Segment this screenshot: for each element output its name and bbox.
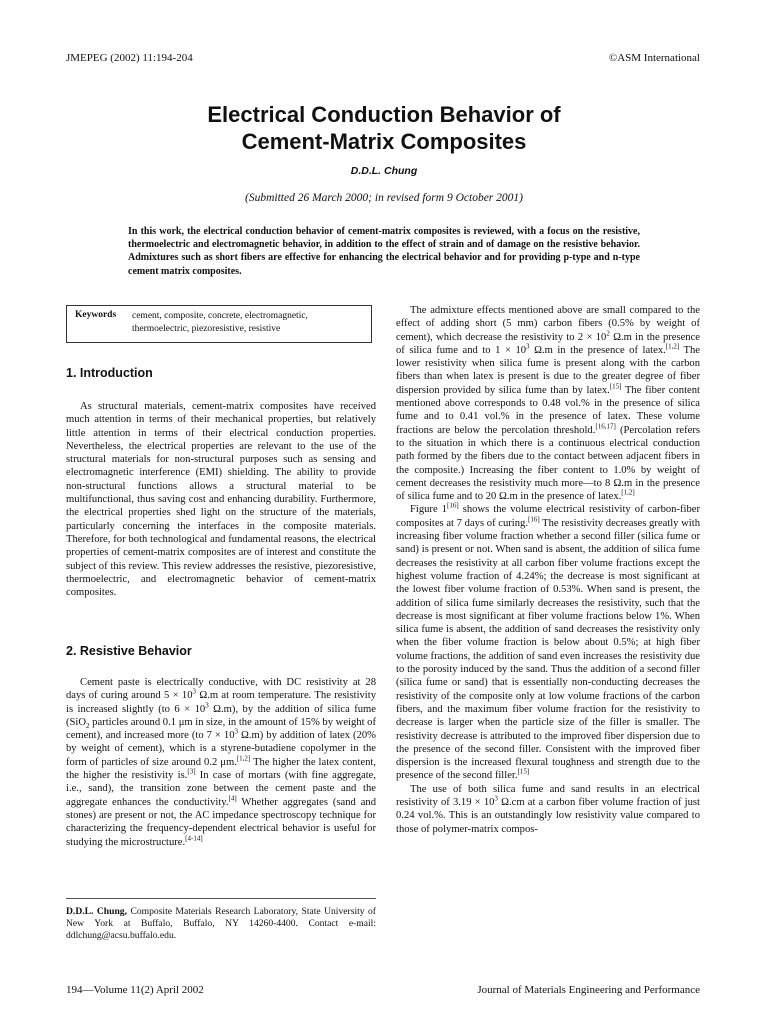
citation: [15] bbox=[609, 382, 622, 391]
keywords-text: cement, composite, concrete, electromagnetic, thermoelectric, piezoresistive, resistive bbox=[132, 311, 308, 334]
journal-reference: JMEPEG (2002) 11:194-204 bbox=[66, 52, 193, 64]
resistive-paragraph: Cement paste is electrically conductive, with DC resistivity at 28 days of curing around $5 \times 10^3$ Ω.m at room temperature. The resistivity is increased slightly (to $6 \times 10^3$ Ω.m), by the addition of silica fume (SiO$_2$ particles around 0.1 μm in size, in the amount of 15% by weight of cement), and increased more (to $7 \times 10^3$ Ω.m) by addition of latex (20% by weight of cement), which is a styrene-butadiene copolymer in the form of particles of size around 0.2 μm.[1,2] The higher the latex content, the higher the resistivity is.[3] In case of mortars (with fine aggregate, i.e., sand), the transition zone between the cement paste and the aggregate enhances the conductivity.[4] Whether aggregates (sand and stones) are present or not, the AC impedance spectroscopy technique for characterizing the frequency-dependent electrical behavior is useful for studying the microstructure.[4-14] bbox=[66, 677, 377, 848]
resistive-behavior-text bbox=[66, 676, 376, 849]
citation: [16] bbox=[528, 515, 540, 524]
paragraph-fiber-admixture: The admixture effects mentioned above are small compared to the effect of adding short (5 mm) carbon fibers (0.5% by weight of cement), which decrease the resistivity to $2 \times 10^2$ Ω.m in the presence of silica fume and to $1 \times 10^3$ Ω.m in the presence of latex.[1,2] The lower resistivity when silica fume is present along with the carbon fibers than when latex is present is due to the greater degree of fiber dispersion provided by silica fume than by latex.[15] The fiber content mentioned above corresponds to 0.48 vol.% in the presence of silica fume and to 0.41 vol.% in the presence of latex. These volume fractions are below the percolation threshold.[16,17] (Percolation refers to the situation in which there is a continuous electrical conduction path formed by the fibers due to the contact between adjacent fibers in the composite.) Increasing the fiber content to 1.0% by weight of cement decreases the resistivity much more—to 8 Ω.m in the presence of silica fume and to 20 Ω.m in the presence of latex.[1,2] bbox=[396, 305, 701, 503]
footer-journal-name: Journal of Materials Engineering and Performance bbox=[477, 984, 700, 996]
abstract: In this work, the electrical conduction behavior of cement-matrix composites is reviewed, with a focus on the resistive, thermoelectric and electromagnetic behavior, in addition to the effect of strain and of damage on the resistive behavior. Admixtures such as short fibers are effective for enhancing the electrical behavior and for providing p-type and n-type cement matrix composites. bbox=[128, 226, 640, 277]
citation: [1,2] bbox=[665, 342, 680, 351]
introduction-paragraph: As structural materials, cement-matrix composites have received much attention in terms of their mechanical properties, but relatively little attention in terms of their electrical conduction properties. Nevertheless, the electrical properties are relevant to the use of the structural materials for non-structural purposes such as sensing and electromagnetic interference (EMI) shielding. The ability to provide non-structural functions allows a structural material to be multifunctional, thus saving cost and enhancing durability. Furthermore, the electrical properties shed light on the structure of the materials, particularly concerning the interfaces in the composite materials. Therefore, for both technological and fundamental reasons, the electrical properties of cement-matrix composites are of interest and constitute the subject of this review. This review addresses the resistive, piezoresistive, thermoelectric, and electromagnetic behavior of cement-matrix composites. bbox=[66, 401, 376, 599]
section-heading-resistive-behavior: 2. Resistive Behavior bbox=[66, 644, 192, 658]
citation: [16,17] bbox=[595, 422, 616, 431]
keywords-box bbox=[66, 305, 372, 343]
citation: [15] bbox=[517, 767, 530, 776]
paragraph-figure-1: Figure 1[16] shows the volume electrical resistivity of carbon-fiber composites at 7 days of curing.[16] The resistivity decreases greatly with increasing fiber volume fraction whether a second filler (silica fume or sand) is present or not. When sand is absent, the addition of silica fume decreases the resistivity at all carbon fiber volume fractions except the highest volume fraction of 4.24%; the decrease is most significant at the lowest fiber volume fraction of 0.53%. When sand is present, the addition of silica fume similarly decreases the resistivity, such that the decrease is most significant at fiber volume fractions below 1%. When silica fume is absent, the addition of sand decreases the resistivity only when the fiber volume fraction is below about 0.5%; at high fiber volume fractions, the addition of sand even increases the resistivity due to the porosity induced by the sand. Thus the addition of a second filler (silica fume or sand) that is essentially non-conducting decreases the resistivity of the composite only at low volume fractions of the carbon fibers, and the maximum fiber volume fraction for the resistivity to decrease is larger when the particle size of the filler is smaller. The resistivity decrease is attributed to the improved fiber dispersion due to the presence of the second filler. Consistent with the improved fiber dispersion is the increased flexural toughness and strength due to the presence of the second filler.[15] bbox=[396, 501, 700, 782]
affiliation-name: D.D.L. Chung, bbox=[66, 906, 128, 917]
footer-volume-info: 194—Volume 11(2) April 2002 bbox=[66, 984, 204, 996]
submission-dates: (Submitted 26 March 2000; in revised form 9 October 2001) bbox=[245, 192, 523, 204]
citation: [4-14] bbox=[185, 834, 203, 843]
citation: [3] bbox=[187, 767, 196, 776]
section-heading-introduction: 1. Introduction bbox=[66, 366, 153, 380]
paper-title-line-2: Cement-Matrix Composites bbox=[241, 129, 527, 154]
citation: [1,2] bbox=[236, 754, 251, 763]
citation: [1,2] bbox=[621, 488, 635, 497]
paper-title-line-1: Electrical Conduction Behavior of bbox=[207, 102, 561, 127]
introduction-text bbox=[66, 400, 376, 599]
paragraph-silica-sand: The use of both silica fume and sand results in an electrical resistivity of $3.19 \times 10^3$ Ω.cm at a carbon fiber volume fraction of just 0.24 vol.%. This is an outstandingly low resistivity value compared to those of polymer-matrix compos- bbox=[396, 783, 700, 835]
right-column-text bbox=[396, 304, 700, 836]
author-name: D.D.L. Chung bbox=[350, 165, 418, 177]
footnote-divider bbox=[66, 898, 376, 899]
citation: [4] bbox=[228, 794, 237, 803]
citation: [16] bbox=[447, 501, 459, 510]
affiliation-text: Composite Materials Research Laboratory, State University of New York at Buffalo, Buffalo, NY 14260-4400. Contact e-mail: ddlchung@acsu.buffalo.edu. bbox=[66, 906, 376, 942]
keywords-label: Keywords bbox=[75, 310, 117, 320]
author-affiliation bbox=[66, 906, 376, 943]
copyright-notice: ©ASM International bbox=[608, 52, 700, 64]
